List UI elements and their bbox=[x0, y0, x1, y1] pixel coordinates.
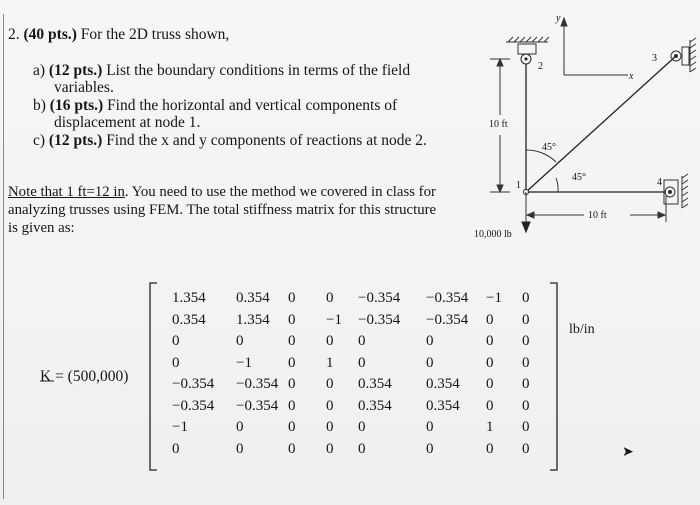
part-b-text: Find the horizontal and vertical components of bbox=[107, 97, 398, 114]
matrix-cell: −1 bbox=[236, 354, 252, 371]
cursor-icon: ➤ bbox=[622, 445, 634, 460]
dim-label-vertical: 10 ft bbox=[489, 119, 508, 130]
matrix-cell: 0 bbox=[326, 333, 334, 349]
note-line3: is given as: bbox=[8, 220, 75, 236]
matrix-cell: 0 bbox=[486, 440, 494, 457]
matrix-cell: 0 bbox=[426, 440, 434, 457]
matrix-cell: 0 bbox=[358, 440, 366, 457]
matrix-cell: 0 bbox=[486, 333, 494, 349]
part-b-label: b) bbox=[33, 97, 46, 114]
node-4-label: 4 bbox=[657, 177, 662, 188]
matrix-cell: 0 bbox=[326, 397, 334, 414]
matrix-cell: 0 bbox=[426, 333, 434, 349]
matrix-cell: 0 bbox=[288, 354, 296, 371]
node-4-support bbox=[664, 174, 688, 208]
matrix-cell: 0 bbox=[326, 419, 334, 435]
part-c-label: c) bbox=[33, 132, 46, 149]
node-1-label: 1 bbox=[516, 180, 521, 191]
matrix-cell: 0 bbox=[288, 376, 296, 392]
matrix-cell: 0 bbox=[486, 376, 494, 392]
part-b-text-line2: displacement at node 1. bbox=[54, 114, 201, 131]
matrix-cell: 0 bbox=[426, 354, 434, 371]
problem-number: 2. bbox=[8, 26, 20, 43]
matrix-cell: 0 bbox=[288, 290, 296, 306]
matrix-cell: −0.354 bbox=[236, 397, 279, 414]
angle-label-lower: 45° bbox=[572, 172, 586, 183]
matrix-prefix-text: K = (500,000) bbox=[40, 368, 129, 385]
angle-arc-lower bbox=[556, 178, 558, 192]
matrix-cell: −1 bbox=[326, 311, 342, 328]
matrix-cell: 0.354 bbox=[426, 376, 460, 392]
part-a-text-line2: variables. bbox=[54, 79, 114, 96]
matrix-cell: 0 bbox=[236, 440, 244, 457]
matrix-cell: 0.354 bbox=[358, 397, 392, 414]
ceiling-support bbox=[506, 37, 549, 54]
part-a-points: (12 pts.) bbox=[48, 62, 103, 79]
coordinate-axes bbox=[561, 18, 628, 75]
part-a-text: List the boundary conditions in terms of the field bbox=[106, 62, 411, 79]
matrix-cell: −0.354 bbox=[358, 311, 401, 328]
matrix-cell: 0 bbox=[288, 419, 296, 435]
matrix-cell: 0 bbox=[172, 354, 180, 371]
node-2-label: 2 bbox=[538, 61, 543, 72]
matrix-cell: 0 bbox=[522, 290, 530, 306]
matrix-cell: −0.354 bbox=[426, 311, 469, 328]
matrix-cell: −0.354 bbox=[236, 376, 279, 392]
matrix-cell: 0 bbox=[486, 354, 494, 371]
matrix-cell: −0.354 bbox=[358, 290, 401, 306]
axis-x-label: x bbox=[629, 71, 634, 82]
matrix-cell: 0 bbox=[326, 290, 334, 306]
node-3-support bbox=[671, 38, 696, 72]
matrix-cell: 0 bbox=[288, 397, 296, 414]
matrix-cell: −1 bbox=[486, 290, 502, 306]
note-line2: analyzing trusses using FEM. The total stiffness matrix for this structure bbox=[8, 202, 437, 218]
matrix-cell: 0 bbox=[522, 440, 530, 457]
dim-label-horizontal: 10 ft bbox=[588, 210, 607, 221]
member-1-3 bbox=[526, 56, 676, 192]
note-rest: . You need to use the method we covered in class for bbox=[124, 184, 436, 200]
matrix-cell: 1 bbox=[486, 419, 494, 435]
matrix-cell: 0 bbox=[288, 311, 296, 328]
problem-intro: For the 2D truss shown, bbox=[80, 26, 230, 43]
matrix-cell: 0 bbox=[172, 333, 180, 349]
matrix-cell: 0.354 bbox=[172, 311, 206, 328]
matrix-cell: 0 bbox=[358, 419, 366, 435]
part-c-points: (12 pts.) bbox=[48, 132, 103, 149]
matrix-cell: 0 bbox=[522, 397, 530, 414]
matrix-cell: −1 bbox=[172, 419, 188, 435]
problem-points: (40 pts.) bbox=[23, 26, 77, 43]
note-lead: Note that 1 ft=12 in bbox=[8, 184, 125, 200]
matrix-cell: 1.354 bbox=[172, 290, 206, 306]
matrix-cell: 0 bbox=[486, 397, 494, 414]
matrix-cell: 0 bbox=[522, 333, 530, 349]
matrix-unit: lb/in bbox=[569, 322, 595, 337]
matrix-cell: 0.354 bbox=[426, 397, 460, 414]
matrix-cell: 0 bbox=[522, 311, 530, 328]
load-label: 10,000 lb bbox=[474, 229, 512, 240]
matrix-cell: 0.354 bbox=[236, 290, 270, 306]
part-b-points: (16 pts.) bbox=[49, 97, 104, 114]
matrix-cell: −0.354 bbox=[172, 397, 215, 414]
matrix-cell: 0 bbox=[236, 419, 244, 435]
matrix-cell: 0 bbox=[172, 440, 180, 457]
matrix-cell: 0 bbox=[358, 333, 366, 349]
matrix-cell: −0.354 bbox=[172, 376, 215, 392]
angle-label-upper: 45° bbox=[542, 142, 556, 153]
matrix-cell: 0 bbox=[288, 440, 296, 457]
matrix-cell: 0 bbox=[486, 311, 494, 328]
part-c-text: Find the x and y components of reactions at node 2. bbox=[106, 132, 427, 149]
matrix-cell: 0 bbox=[426, 419, 434, 435]
matrix-cell: 1 bbox=[326, 354, 334, 371]
matrix-cell: 0 bbox=[236, 333, 244, 349]
node-3-label: 3 bbox=[652, 53, 657, 64]
axis-y-label: y bbox=[556, 13, 561, 24]
matrix-cell: 0 bbox=[326, 376, 334, 392]
matrix-cell: 0.354 bbox=[358, 376, 392, 392]
part-a-label: a) bbox=[33, 62, 46, 79]
stiffness-matrix bbox=[150, 285, 560, 470]
matrix-cell: −0.354 bbox=[426, 290, 469, 306]
matrix-prefix bbox=[40, 368, 128, 386]
matrix-cell: 0 bbox=[288, 333, 296, 349]
matrix-cell: 0 bbox=[522, 419, 530, 435]
matrix-cell: 1.354 bbox=[236, 311, 270, 328]
matrix-cell: 0 bbox=[522, 354, 530, 371]
matrix-cell: 0 bbox=[358, 354, 366, 371]
matrix-cell: 0 bbox=[326, 440, 334, 457]
matrix-cell: 0 bbox=[522, 376, 530, 392]
